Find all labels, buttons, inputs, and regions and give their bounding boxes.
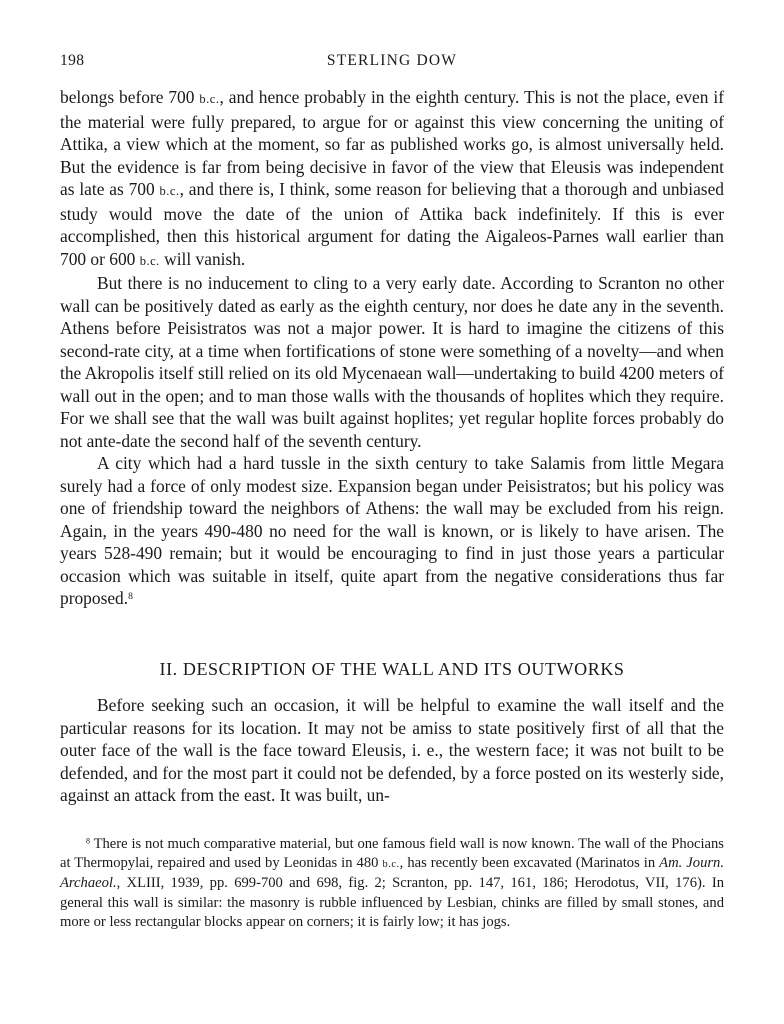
footnote-number: 8 <box>86 836 91 846</box>
journal-title: Am. Journ. Archaeol. <box>60 855 724 892</box>
running-title: STERLING DOW <box>326 52 458 69</box>
paragraph-1: belongs before 700 b.c., and hence probably in the eighth century. This is not the place, even if the material were fully prepared, to argue for or against this view concerning the uniting of Attika, a view which at the moment, so far as published works go, is almost universally held. But the evidence is far from being decisive in favor of the view that Eleusis was independent as late as 700 b.c., and there is, I think, some reason for believing that a thorough and unbiased study would move the date of the union of Attika back indefinitely. If this is ever accomplished, then this historical argument for dating the Aigaleos-Parnes wall earlier than 700 or 600 b.c. will vanish. <box>60 87 724 269</box>
page-number: 198 <box>60 52 85 69</box>
footnote-text: $^8$ There is not much comparative material, but one famous field wall is now known. The wall of the Phocians at Thermopylai, repaired and used by Leonidas in 480 b.c., has recently been excavated (Marinatos in Am. Journ. Archaeol., XLIII, 1939, pp. 699-700 and 698, fig. 2; Scranton, pp. 147, 161, 186; Herodotus, VII, 176). In general this wall is similar: the masonry is rubble influenced by Lesbian, chinks are filled by small stones, and more or less rectangular blocks appear on corners; it is fairly low; it has jogs. <box>60 836 724 930</box>
footnote <box>60 835 724 932</box>
footnote-reference: 8 <box>128 590 133 602</box>
paragraph-2: But there is no inducement to cling to a very early date. According to Scranton no other wall can be positively dated as early as the eighth century, nor does he date any in the seventh. Athens before Peisistratos was not a major power. It is hard to imagine the citizens of this second-rate city, at a time when fortifications of stone were something of a novelty—and when the Akropolis itself still relied on its old Mycenaean wall—undertaking to build 4200 meters of wall out in the open; and to man those walls with the thousands of hoplites which they require. For we shall see that the wall was built against hoplites; yet regular hoplite forces probably do not ante-date the second half of the seventh century. <box>60 273 724 451</box>
paragraph-3: A city which had a hard tussle in the sixth century to take Salamis from little Megara surely had a force of only modest size. Expansion began under Peisistratos; but his policy was one of friendship toward the neighbors of Athens: the wall may be excluded from his reign. Again, in the years 490-480 no need for the wall is known, or is likely to have arisen. The years 528-490 remain; but it would be encouraging to find in just those years a particular occasion which was suitable in itself, quite apart from the negative considerations thus far proposed.$^8$ <box>60 453 724 608</box>
main-text <box>60 86 724 807</box>
paragraph-4: Before seeking such an occasion, it will be helpful to examine the wall itself and the particular reasons for its location. It may not be amiss to state positively first of all that the outer face of the wall is the face toward Eleusis, i. e., the western face; it was not built to be defended, and for the most part it could not be defended, by a force posted on its westerly side, against an attack from the east. It was built, un- <box>60 695 724 805</box>
section-heading: II. DESCRIPTION OF THE WALL AND ITS OUTWORKS <box>159 658 625 679</box>
